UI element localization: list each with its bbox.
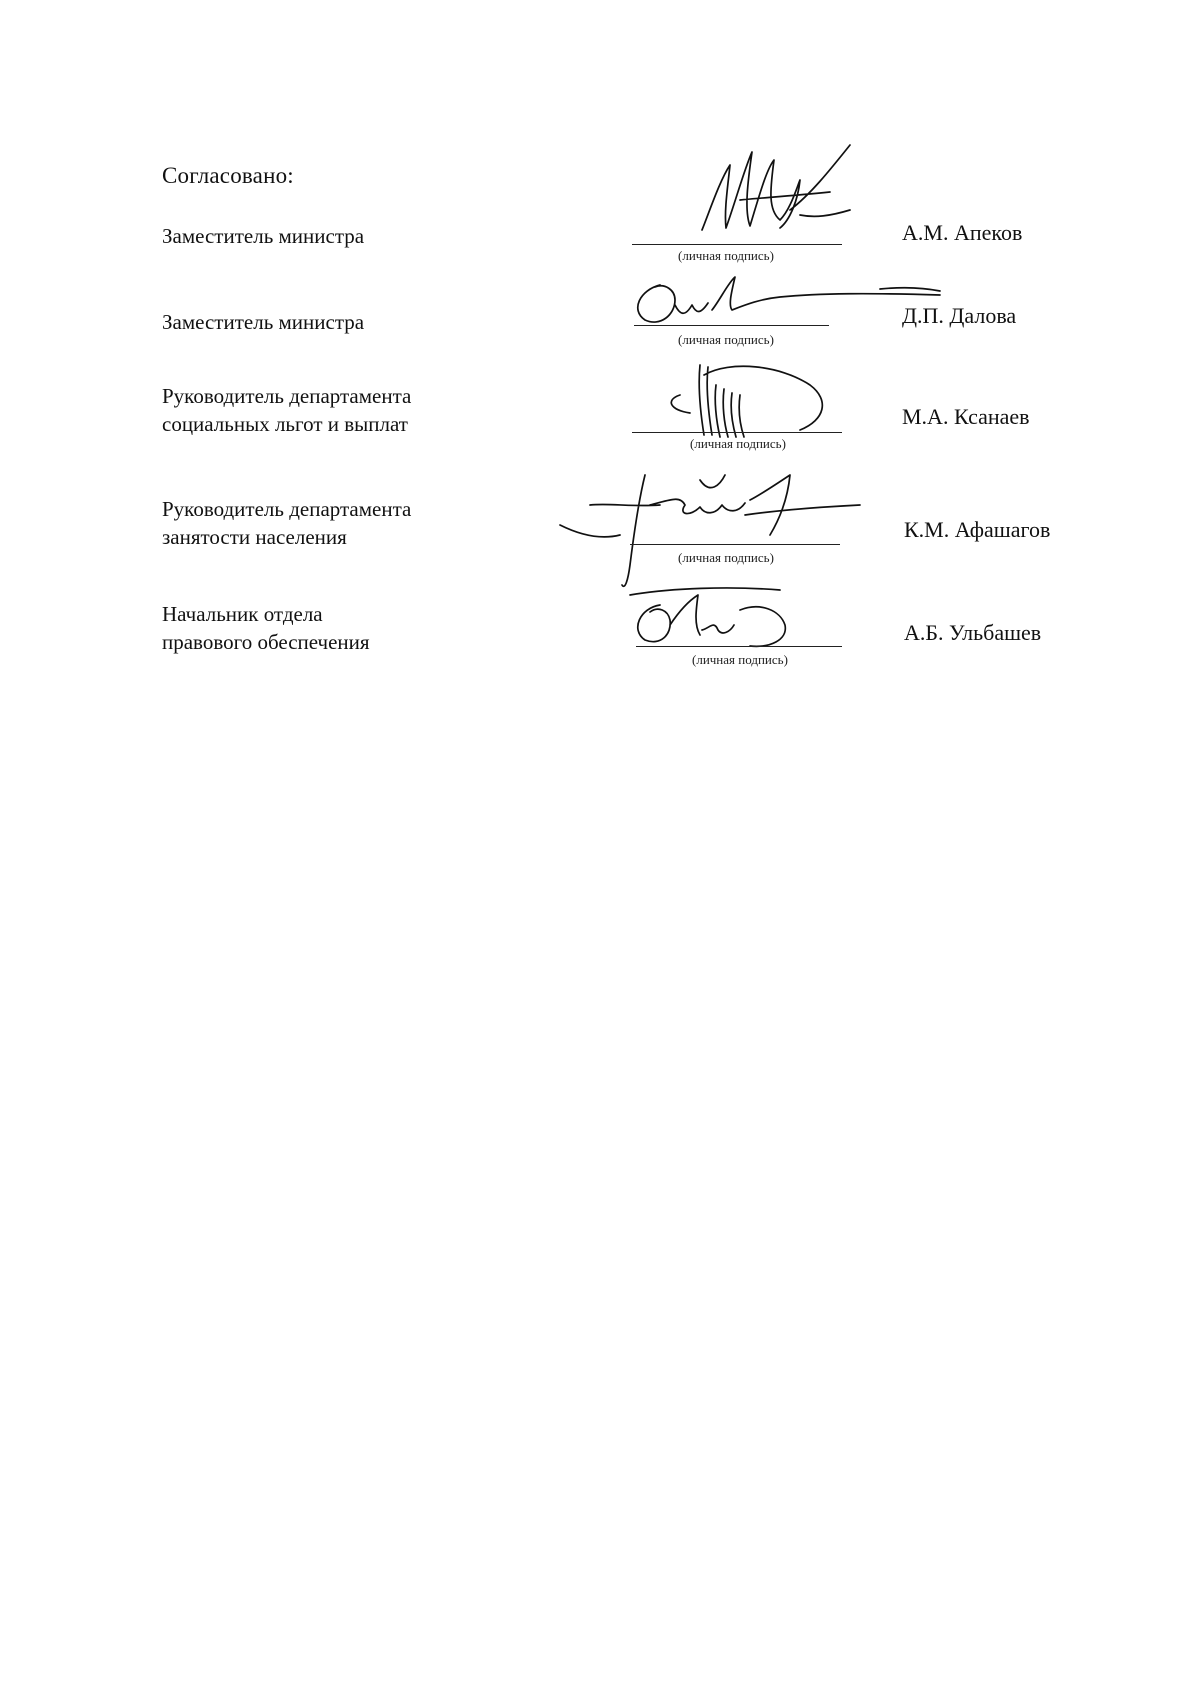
signature-caption: (личная подпись) xyxy=(678,550,774,565)
signatory-name: А.Б. Ульбашев xyxy=(904,620,1042,645)
signature-caption: (личная подпись) xyxy=(678,332,774,347)
signature-line xyxy=(634,325,829,326)
position-title xyxy=(162,308,364,336)
handwritten-signature xyxy=(640,140,900,250)
signature-caption: (личная подпись) xyxy=(690,436,786,451)
position-line: Руководитель департамента xyxy=(162,384,412,408)
approval-heading: Согласовано: xyxy=(162,163,294,188)
signature-line xyxy=(632,244,842,245)
signature-line xyxy=(632,432,842,433)
position-line: Начальник отдела xyxy=(162,602,323,626)
signatory-name: К.М. Афашагов xyxy=(904,517,1051,542)
position-line: Заместитель министра xyxy=(162,224,365,248)
signatory-name: Д.П. Далова xyxy=(902,303,1017,328)
position-title xyxy=(162,495,411,551)
position-line: правового обеспечения xyxy=(162,630,370,654)
handwritten-signature xyxy=(550,455,870,595)
position-title xyxy=(162,382,411,438)
position-line: занятости населения xyxy=(162,525,347,549)
position-title xyxy=(162,222,364,250)
signature-line xyxy=(630,544,840,545)
position-title xyxy=(162,600,370,656)
signatory-name: М.А. Ксанаев xyxy=(902,404,1030,429)
signature-caption: (личная подпись) xyxy=(678,248,774,263)
position-line: социальных льгот и выплат xyxy=(162,412,408,436)
signatory-name: А.М. Апеков xyxy=(902,220,1023,245)
position-line: Руководитель департамента xyxy=(162,497,412,521)
signature-line xyxy=(636,646,842,647)
signature-caption: (личная подпись) xyxy=(692,652,788,667)
position-line: Заместитель министра xyxy=(162,310,365,334)
handwritten-signature xyxy=(620,580,820,660)
